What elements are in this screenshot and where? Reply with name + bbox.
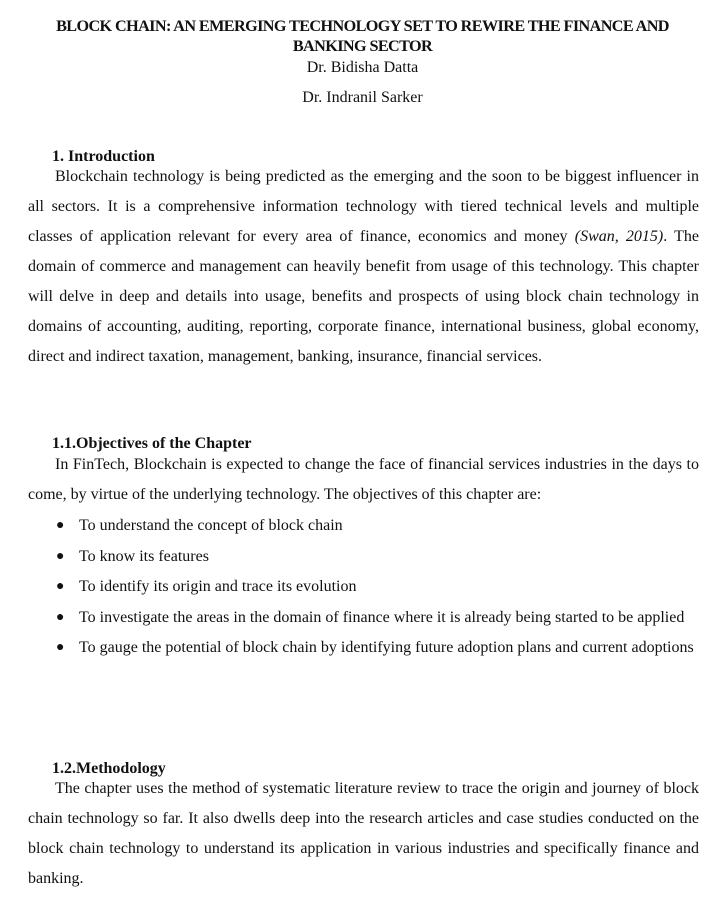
list-item	[28, 603, 699, 634]
objectives-list	[28, 511, 699, 664]
list-item	[28, 511, 699, 542]
list-item	[28, 542, 699, 573]
document-title-line-2: BANKING SECTOR	[292, 37, 433, 55]
introduction-text-part-1: Blockchain technology is being predicted as the emerging and the soon to be biggest influencer in all sectors. It is a comprehensive information technology with tiered technical levels and multiple classes of application relevant for every area of finance, economics and money	[28, 168, 699, 245]
citation-swan-2015: (Swan, 2015)	[574, 228, 664, 245]
introduction-paragraph	[28, 162, 699, 372]
objectives-paragraph: In FinTech, Blockchain is expected to change the face of financial services industries in the days to come, by virtue of the underlying technology. The objectives of this chapter are:	[28, 456, 699, 503]
list-item-text: To gauge the potential of block chain by identifying future adoption plans and current adoptions	[79, 639, 694, 657]
document-title-line-1: BLOCK CHAIN: AN EMERGING TECHNOLOGY SET TO REWIRE THE FINANCE AND	[56, 17, 669, 35]
section-heading-objectives: 1.1.Objectives of the Chapter	[52, 435, 252, 452]
list-item	[28, 572, 699, 603]
list-item-text: To understand the concept of block chain	[79, 517, 343, 534]
author-1: Dr. Bidisha Datta	[306, 59, 419, 76]
bullet-icon: ●	[56, 579, 65, 595]
list-item-text: To identify its origin and trace its evolution	[79, 578, 357, 596]
methodology-paragraph: The chapter uses the method of systematic literature review to trace the origin and journey of block chain technology so far. It also dwells deep into the research articles and case studies conducted on the block chain technology to understand its application in various industries and specifically finance and banking.	[28, 780, 699, 887]
list-item-text: To know its features	[79, 547, 209, 565]
list-item	[28, 633, 699, 664]
list-item-text: To investigate the areas in the domain of finance where it is already being started to be applied	[79, 608, 685, 626]
section-heading-introduction: 1. Introduction	[52, 148, 155, 165]
bullet-icon: ●	[56, 609, 65, 625]
section-heading-methodology: 1.2.Methodology	[52, 760, 166, 777]
bullet-icon: ●	[56, 518, 65, 533]
bullet-icon: ●	[56, 548, 65, 564]
author-2: Dr. Indranil Sarker	[302, 89, 423, 106]
introduction-text-part-2: . The domain of commerce and management can heavily benefit from usage of this technology. This chapter will delve in deep and details into usage, benefits and prospects of using block chain technology in domains of accounting, auditing, reporting, corporate finance, international business, global economy, direct and indirect taxation, management, banking, insurance, financial services.	[28, 228, 699, 365]
bullet-icon: ●	[56, 640, 65, 656]
